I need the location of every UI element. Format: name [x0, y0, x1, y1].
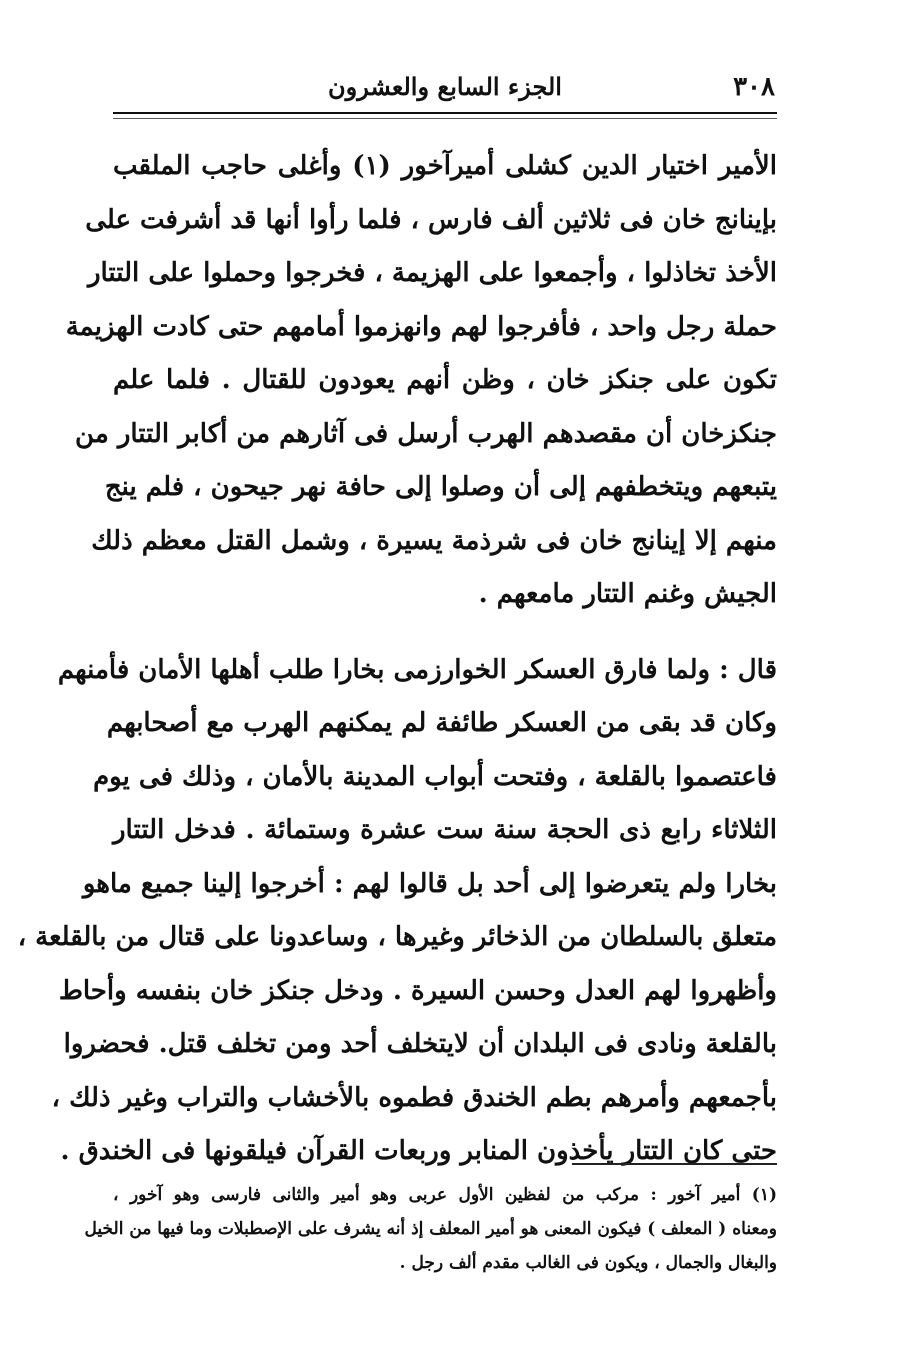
- footnotes: [84, 1178, 777, 1280]
- paragraph-gap: [113, 622, 777, 644]
- text-line: بخارا ولم يتعرضوا إلى أحد بل قالوا لهم : أخرجوا إلينا جميع ماهو: [82, 868, 777, 899]
- text-line: الأخذ تخاذلوا ، وأجمعوا على الهزيمة ، فخرجوا وحملوا على التتار: [87, 258, 777, 288]
- text-line: وكان قد بقى من العسكر طائفة لم يمكنهم الهرب مع أصحابهم: [106, 708, 777, 738]
- text-line: فاعتصموا بالقلعة ، وفتحت أبواب المدينة بالأمان ، وذلك فى يوم: [93, 761, 777, 792]
- text-line: الجيش وغنم التتار مامعهم .: [478, 579, 777, 609]
- text-line: حتى كان التتار يأخذون المنابر وربعات القرآن فيلقونها فى الخندق .: [60, 1136, 777, 1166]
- text-line: بالقلعة ونادى فى البلدان أن لايتخلف أحد ومن تخلف قتل. فحضروا: [63, 1029, 777, 1059]
- text-line: تكون على جنكز خان ، وظن أنهم يعودون للقتال . فلما علم: [113, 365, 777, 395]
- paragraph-1: [65, 140, 777, 622]
- text-line: منهم إلا إينانج خان فى شرذمة يسيرة ، وشمل القتل معظم ذلك: [91, 525, 777, 556]
- main-text: [17, 140, 777, 1179]
- text-line: قال : ولما فارق العسكر الخوارزمى بخارا طلب أهلها الأمان فأمنهم: [57, 654, 777, 685]
- text-line: حملة رجل واحد ، فأفرجوا لهم وانهزموا أمامهم حتى كادت الهزيمة: [65, 311, 777, 342]
- text-line: جنكزخان أن مقصدهم الهرب أرسل فى آثارهم من أكابر التتار من: [75, 418, 777, 449]
- text-line: متعلق بالسلطان من الذخائر وغيرها ، وساعدونا على قتال من بالقلعة ،: [17, 922, 777, 952]
- running-title: الجزء السابع والعشرون: [328, 72, 562, 101]
- text-line: بأجمعهم وأمرهم بطم الخندق فطموه بالأخشاب والتراب وغير ذلك ،: [51, 1082, 777, 1113]
- text-line: الأمير اختيار الدين كشلى أميرآخور (١) وأغلى حاجب الملقب: [113, 151, 777, 181]
- page-header: [115, 68, 775, 108]
- header-rule: [113, 112, 777, 114]
- header-rule-thin: [113, 118, 777, 119]
- footnote-line: (١) أمير آخور : مركب من لفظين الأول عربى وهو أمير والثانى فارسى وهو آخور ،: [113, 1185, 777, 1205]
- paragraph-2: [17, 644, 777, 1179]
- text-line: بإينانج خان فى ثلاثين ألف فارس ، فلما رأوا أنها قد أشرفت على: [85, 204, 777, 235]
- text-line: يتبعهم ويتخطفهم إلى أن وصلوا إلى حافة نهر جيحون ، فلم ينج: [104, 472, 777, 502]
- footnote-line: ومعناه ( المعلف ) فيكون المعنى هو أمير المعلف إذ أنه يشرف على الإصطبلات وما فيها من الخيل: [84, 1219, 777, 1239]
- footnote-separator: [572, 1163, 777, 1165]
- text-line: الثلاثاء رابع ذى الحجة سنة ست عشرة وستمائة . فدخل التتار: [113, 815, 777, 845]
- text-line: وأظهروا لهم العدل وحسن السيرة . ودخل جنكز خان بنفسه وأحاط: [58, 975, 777, 1006]
- footnote-line: والبغال والجمال ، ويكون فى الغالب مقدم ألف رجل .: [399, 1253, 777, 1273]
- page-number: ٣٠٨: [733, 72, 775, 102]
